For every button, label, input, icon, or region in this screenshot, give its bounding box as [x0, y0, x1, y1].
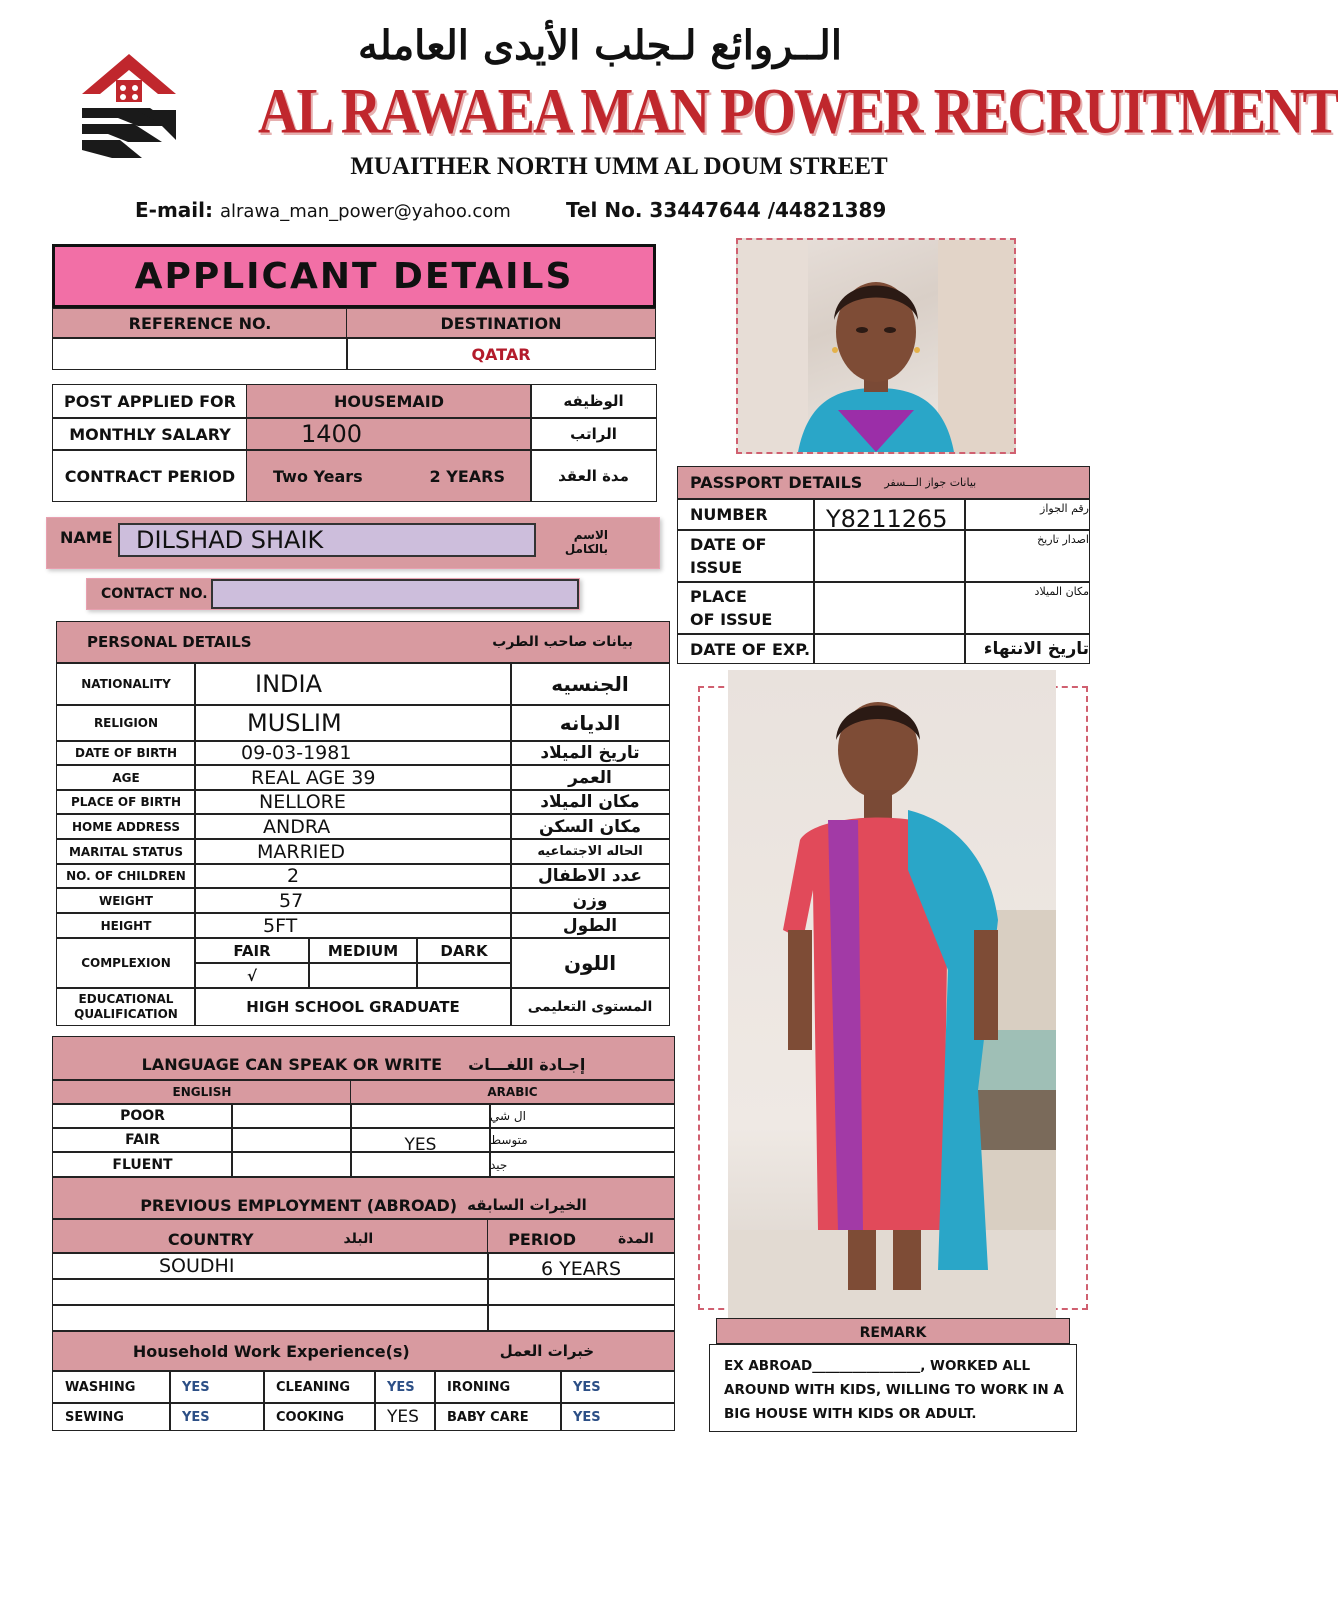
post-value: HOUSEMAID — [246, 384, 532, 418]
level-fair-arabic: متوسط — [489, 1128, 675, 1152]
dob-arabic: تاريخ الميلاد — [510, 741, 670, 765]
household-header — [52, 1331, 675, 1371]
home-address-arabic: مكان السكن — [510, 814, 670, 839]
tel-line — [566, 198, 886, 222]
company-arabic-name: الــروائع لـجلب الأيدى العامله — [358, 22, 842, 69]
salary-label: MONTHLY SALARY — [52, 418, 248, 450]
employment-country-2 — [52, 1279, 489, 1305]
employment-period-2 — [487, 1279, 675, 1305]
marital-status-arabic: الحاله الاجتماعيه — [510, 839, 670, 864]
complexion-fair: FAIR — [194, 938, 310, 963]
ironing-label: IRONING — [434, 1371, 562, 1403]
passport-issue-date-value — [813, 530, 966, 582]
passport-expiry-label: DATE OF EXP. — [677, 634, 815, 664]
passport-expiry-value — [813, 634, 966, 664]
weight-label: WEIGHT — [56, 888, 196, 913]
company-address: MUAITHER NORTH UMM AL DOUM STREET — [350, 153, 888, 180]
passport-issue-date-label: DATE OF ISSUE — [677, 530, 815, 582]
email-label: E-mail: — [135, 198, 214, 222]
remark-text: EX ABROAD________________, WORKED ALL AROUND WITH KIDS, WILLING TO WORK IN A BIG HOUSE WITH KIDS OR ADULT. — [709, 1344, 1077, 1432]
household-title: Household Work Experience(s) — [132, 1341, 410, 1361]
complexion-dark: DARK — [416, 938, 512, 963]
nationality-value: INDIA — [194, 663, 512, 705]
home-address-value: ANDRA — [194, 814, 512, 839]
place-of-birth-value: NELLORE — [194, 790, 512, 814]
religion-label: RELIGION — [56, 705, 196, 741]
remark-title: REMARK — [716, 1318, 1070, 1344]
cooking-label: COOKING — [263, 1403, 376, 1431]
height-value: 5FT — [194, 913, 512, 938]
tel-label: Tel No. — [566, 198, 643, 222]
washing-label: WASHING — [52, 1371, 171, 1403]
employment-title: PREVIOUS EMPLOYMENT (ABROAD) — [140, 1195, 458, 1215]
name-arabic: الاسم بالكامل — [564, 528, 608, 556]
contract-value-words: Two Years — [273, 466, 363, 486]
baby-care-label: BABY CARE — [434, 1403, 562, 1431]
baby-care-value: YES — [560, 1403, 675, 1431]
destination-label: DESTINATION — [346, 308, 656, 338]
dob-value: 09-03-1981 — [194, 741, 512, 765]
contract-label: CONTRACT PERIOD — [52, 450, 248, 502]
employment-period-1: 6 YEARS — [487, 1253, 675, 1279]
tel-value: 33447644 /44821389 — [649, 198, 887, 222]
english-fair-value — [231, 1128, 352, 1152]
passport-title: PASSPORT DETAILS — [690, 473, 863, 492]
place-of-birth-arabic: مكان الميلاد — [510, 790, 670, 814]
employment-title-arabic: الخيرات السابقه — [467, 1196, 587, 1214]
passport-number-label: NUMBER — [677, 499, 815, 530]
country-label: COUNTRY — [167, 1229, 254, 1249]
dob-label: DATE OF BIRTH — [56, 741, 196, 765]
language-header — [52, 1036, 675, 1080]
period-header — [487, 1219, 675, 1253]
complexion-medium-check — [308, 963, 418, 988]
contract-value — [246, 450, 532, 502]
period-label: PERIOD — [508, 1229, 576, 1249]
weight-value: 57 — [194, 888, 512, 913]
sewing-label: SEWING — [52, 1403, 171, 1431]
age-value: REAL AGE 39 — [194, 765, 512, 790]
language-title-arabic: إجـادة اللغـــات — [468, 1054, 586, 1074]
nationality-label: NATIONALITY — [56, 663, 196, 705]
place-of-birth-label: PLACE OF BIRTH — [56, 790, 196, 814]
ironing-value: YES — [560, 1371, 675, 1403]
passport-title-arabic: بيانات جواز الـــسفر — [884, 476, 977, 489]
weight-arabic: وزن — [510, 888, 670, 913]
personal-details-title: PERSONAL DETAILS — [87, 633, 252, 651]
salary-value: 1400 — [246, 418, 532, 450]
level-fluent: FLUENT — [52, 1152, 233, 1177]
age-arabic: العمر — [510, 765, 670, 790]
email-line — [135, 198, 511, 222]
cleaning-value: YES — [374, 1371, 436, 1403]
personal-details-header — [56, 621, 670, 663]
cooking-value: YES — [374, 1403, 436, 1431]
employment-country-3 — [52, 1305, 489, 1331]
company-name: AL RAWAEA MAN POWER RECRUITMENT — [258, 76, 1338, 148]
post-label: POST APPLIED FOR — [52, 384, 248, 418]
sewing-value: YES — [169, 1403, 265, 1431]
passport-expiry-arabic: تاريخ الانتهاء — [964, 634, 1090, 664]
employment-country-1: SOUDHI — [52, 1253, 489, 1279]
language-title: LANGUAGE CAN SPEAK OR WRITE — [141, 1054, 443, 1074]
washing-value: YES — [169, 1371, 265, 1403]
passport-number-value: Y8211265 — [813, 499, 966, 530]
personal-details-arabic: بيانات صاحب الطرب — [492, 634, 633, 650]
passport-number-arabic: رقم الجواز — [964, 499, 1090, 530]
arabic-fair-value: YES — [350, 1128, 491, 1152]
country-arabic: البلد — [343, 1231, 374, 1247]
nationality-arabic: الجنسيه — [510, 663, 670, 705]
salary-arabic: الراتب — [530, 418, 657, 450]
level-poor: POOR — [52, 1104, 233, 1128]
passport-issue-place-arabic: مكان الميلاد — [964, 582, 1090, 634]
household-title-arabic: خبرات العمل — [499, 1342, 595, 1360]
passport-issue-place-label: PLACE OF ISSUE — [677, 582, 815, 634]
complexion-medium: MEDIUM — [308, 938, 418, 963]
children-label: NO. OF CHILDREN — [56, 864, 196, 888]
passport-issue-date-arabic: اصدار تاريخ — [964, 530, 1090, 582]
complexion-arabic: اللون — [510, 938, 670, 988]
email-value: alrawa_man_power@yahoo.com — [219, 201, 511, 222]
passport-header — [677, 466, 1090, 499]
arabic-header: ARABIC — [350, 1080, 675, 1104]
english-header: ENGLISH — [52, 1080, 352, 1104]
period-arabic: المدة — [618, 1231, 654, 1247]
education-label: EDUCATIONAL QUALIFICATION — [56, 988, 196, 1026]
cleaning-label: CLEANING — [263, 1371, 376, 1403]
height-label: HEIGHT — [56, 913, 196, 938]
arabic-fluent-value — [350, 1152, 491, 1177]
contract-value-caps: 2 YEARS — [429, 466, 505, 486]
post-arabic: الوظيفه — [530, 384, 657, 418]
destination-value: QATAR — [346, 338, 656, 370]
education-value: HIGH SCHOOL GRADUATE — [194, 988, 512, 1026]
level-poor-arabic: ال شي — [489, 1104, 675, 1128]
age-label: AGE — [56, 765, 196, 790]
level-fluent-arabic: جيد — [489, 1152, 675, 1177]
reference-value — [52, 338, 348, 370]
employment-header — [52, 1177, 675, 1219]
passport-issue-place-value — [813, 582, 966, 634]
complexion-dark-check — [416, 963, 512, 988]
children-arabic: عدد الاطفال — [510, 864, 670, 888]
english-fluent-value — [231, 1152, 352, 1177]
applicant-full-photo — [728, 670, 1056, 1324]
children-value: 2 — [194, 864, 512, 888]
contract-arabic: مدة العقد — [530, 450, 657, 502]
english-poor-value — [231, 1104, 352, 1128]
applicant-portrait-photo — [736, 238, 1016, 454]
complexion-label: COMPLEXION — [56, 938, 196, 988]
name-label: NAME — [60, 528, 113, 547]
reference-label: REFERENCE NO. — [52, 308, 348, 338]
contact-label: CONTACT NO. — [101, 586, 208, 602]
religion-arabic: الديانه — [510, 705, 670, 741]
home-address-label: HOME ADDRESS — [56, 814, 196, 839]
level-fair: FAIR — [52, 1128, 233, 1152]
marital-status-label: MARITAL STATUS — [56, 839, 196, 864]
religion-value: MUSLIM — [194, 705, 512, 741]
employment-period-3 — [487, 1305, 675, 1331]
marital-status-value: MARRIED — [194, 839, 512, 864]
arabic-poor-value — [350, 1104, 491, 1128]
height-arabic: الطول — [510, 913, 670, 938]
education-arabic: المستوى التعليمى — [510, 988, 670, 1026]
company-logo — [78, 50, 180, 162]
complexion-fair-check: √ — [194, 963, 310, 988]
name-value: DILSHAD SHAIK — [118, 523, 536, 557]
country-header — [52, 1219, 489, 1253]
contact-value — [211, 579, 579, 609]
applicant-details-title: APPLICANT DETAILS — [52, 244, 656, 308]
